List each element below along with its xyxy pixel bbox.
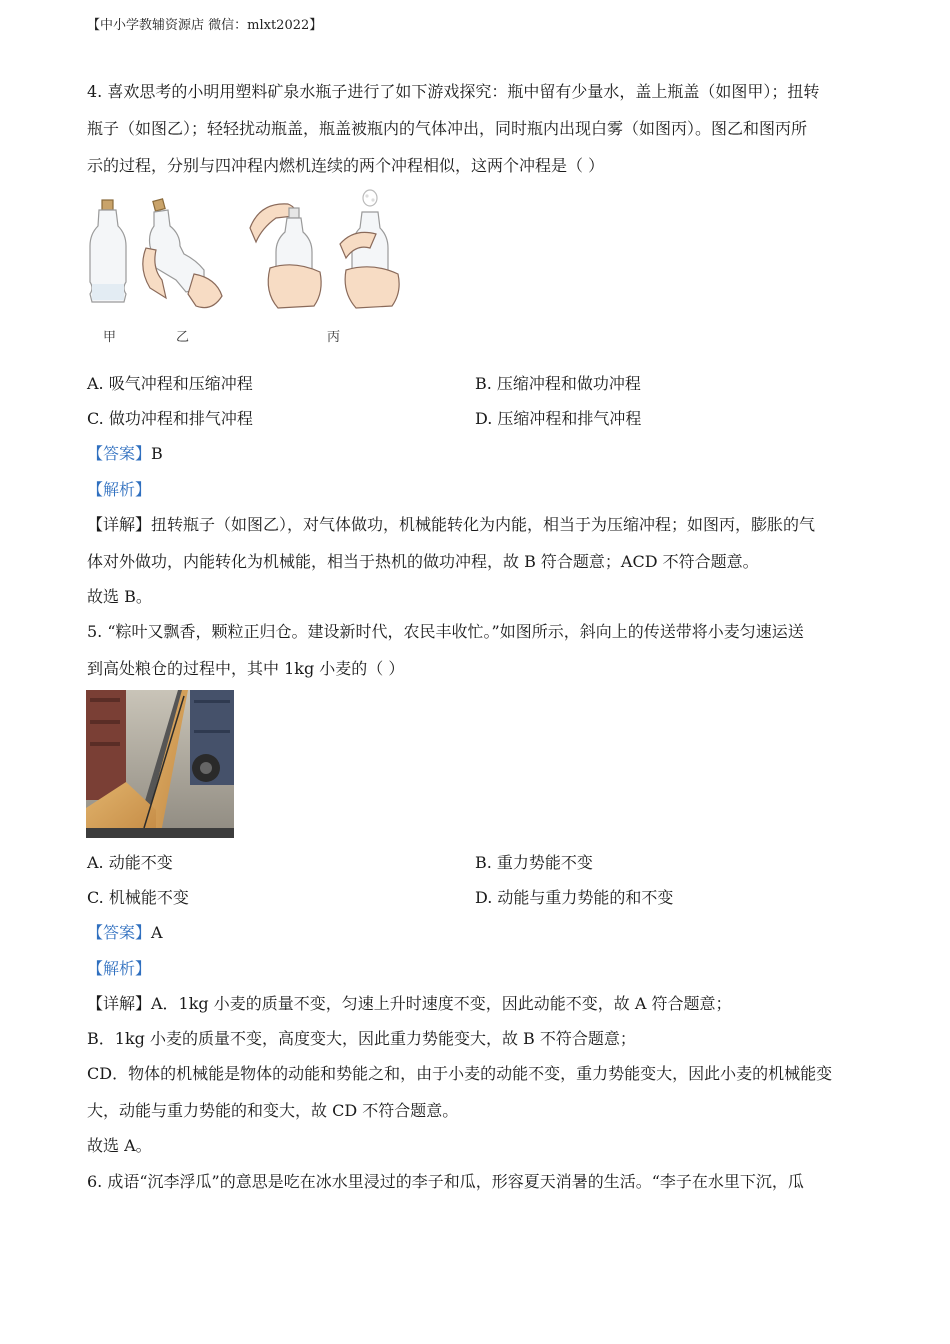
q5-answer — [87, 923, 867, 943]
q4-answer-tag: 【答案】 — [87, 444, 152, 463]
q4-line-1: 4. 喜欢思考的小明用塑料矿泉水瓶子进行了如下游戏探究：瓶中留有少量水，盖上瓶盖（如图甲）；扭转 — [87, 82, 820, 101]
bottle-jia — [90, 200, 126, 302]
grain-conveyor-photo — [86, 690, 234, 838]
q5-detail-4: 大，动能与重力势能的和变大，故 CD 不符合题意。 — [87, 1101, 459, 1120]
q6-line-1: 6. 成语“沉李浮瓜”的意思是吃在冰水里浸过的李子和瓜，形容夏天消暑的生活。“李子在水里下沉，瓜 — [87, 1172, 804, 1191]
bottle-figure — [84, 188, 414, 323]
q5-detail-1: 【详解】A．1kg 小麦的质量不变，匀速上升时速度不变，因此动能不变，故 A 符合题意； — [87, 994, 732, 1013]
q5-answer-tag: 【答案】 — [87, 923, 152, 942]
q5-option-b: B. 重力势能不变 — [475, 853, 593, 872]
q5-option-c: C. 机械能不变 — [87, 888, 189, 907]
caption-yi: 乙 — [176, 330, 190, 345]
q5-detail-3: CD．物体的机械能是物体的动能和势能之和，由于小麦的动能不变，重力势能变大，因此小麦的机械能变 — [87, 1064, 833, 1083]
q4-line-2: 瓶子（如图乙）；轻轻扰动瓶盖，瓶盖被瓶内的气体冲出，同时瓶内出现白雾（如图丙）。图乙和图丙所 — [87, 119, 808, 138]
q4-answer — [87, 444, 867, 464]
q5-option-a: A. 动能不变 — [87, 853, 173, 872]
q5-option-d: D. 动能与重力势能的和不变 — [475, 888, 674, 907]
q5-line-1: 5. “粽叶又飘香，颗粒正归仓。建设新时代，农民丰收忙。”如图所示，斜向上的传送带将小麦匀速运送 — [87, 622, 804, 641]
q4-answer-value: B — [151, 444, 163, 463]
q5-line-2: 到高处粮仓的过程中，其中 1kg 小麦的（ ） — [87, 659, 405, 678]
caption-bing: 丙 — [327, 330, 341, 345]
q5-answer-value: A — [151, 923, 163, 942]
q5-detail-5: 故选 A。 — [87, 1136, 152, 1155]
q4-option-c: C. 做功冲程和排气冲程 — [87, 409, 253, 428]
q5-analysis-tag: 【解析】 — [87, 959, 152, 978]
page-header: 【中小学教辅资源店 微信：mlxt2022】 — [87, 18, 323, 33]
q4-option-d: D. 压缩冲程和排气冲程 — [475, 409, 642, 428]
q5-detail-2: B．1kg 小麦的质量不变，高度变大，因此重力势能变大，故 B 不符合题意； — [87, 1029, 636, 1048]
bottle-bing-2 — [340, 190, 399, 308]
q4-detail-3: 故选 B。 — [87, 587, 152, 606]
bottle-bing-1 — [250, 204, 321, 308]
q4-option-a: A. 吸气冲程和压缩冲程 — [87, 374, 253, 393]
bottle-yi — [143, 199, 222, 308]
caption-jia: 甲 — [103, 330, 117, 345]
q4-detail-1: 【详解】扭转瓶子（如图乙），对气体做功，机械能转化为内能，相当于为压缩冲程；如图丙，膨胀的气 — [87, 515, 816, 534]
q4-option-b: B. 压缩冲程和做功冲程 — [475, 374, 641, 393]
q4-detail-2: 体对外做功，内能转化为机械能，相当于热机的做功冲程，故 B 符合题意；ACD 不符合题意。 — [87, 552, 759, 571]
q4-analysis-tag: 【解析】 — [87, 480, 152, 499]
q4-line-3: 示的过程，分别与四冲程内燃机连续的两个冲程相似，这两个冲程是（ ） — [87, 156, 605, 175]
